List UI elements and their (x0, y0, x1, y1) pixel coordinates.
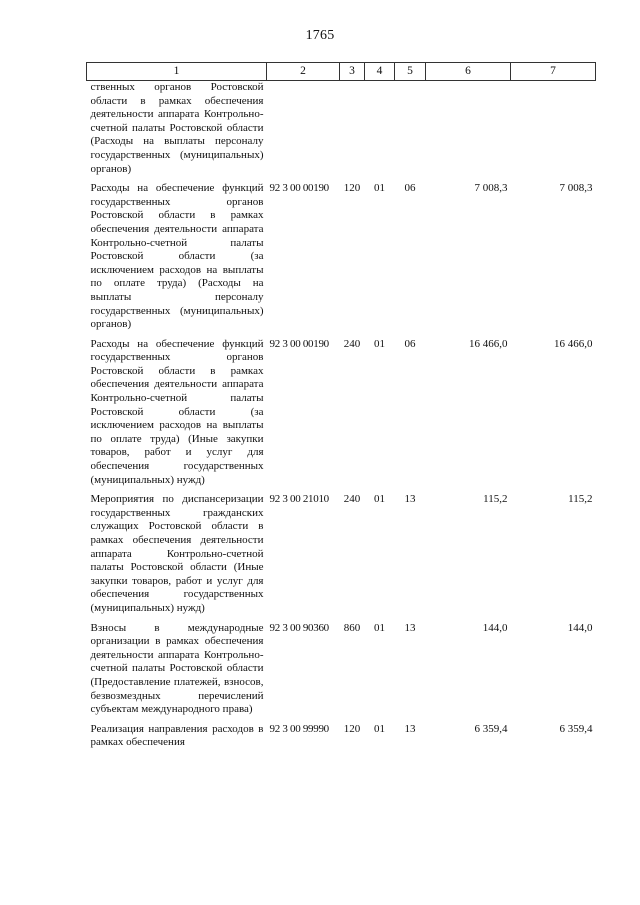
column-header-5: 5 (395, 63, 426, 81)
table-row (87, 723, 596, 756)
table-body (87, 81, 596, 756)
expense-type-code (340, 81, 365, 183)
row-description: ственных органов Ростовской области в рамках обеспечения деятельности аппарата Контрольно-счетной палаты Ростовской области (Расходы на выплаты персоналу государственных (муниципальных) органов) (90, 81, 264, 175)
amount-year-2: 16 466,0 (554, 337, 593, 350)
header-row (87, 63, 596, 81)
target-article-code: 92 3 00 00190 (269, 182, 329, 195)
section-code (365, 81, 395, 183)
expense-type-code: 860 (343, 621, 361, 634)
subsection-code: 06 (404, 182, 416, 195)
table-row (87, 81, 596, 183)
amount-year-1: 6 359,4 (474, 722, 508, 735)
row-description: Взносы в международные организации в рамках обеспечения деятельности аппарата Контрольно-счетной палаты Ростовской области (Предоставление платежей, взносов, безвозмездных перечислений субъектам международного права) (90, 621, 264, 716)
page-number: 1765 (305, 28, 335, 43)
target-article-code: 92 3 00 00190 (269, 337, 329, 350)
row-description: Реализация направления расходов в рамках обеспечения (90, 722, 264, 749)
section-code: 01 (374, 493, 385, 506)
amount-year-2: 6 359,4 (559, 722, 593, 735)
expense-type-code: 120 (343, 182, 361, 195)
expense-type-code: 120 (343, 722, 361, 735)
subsection-code: 13 (404, 722, 416, 735)
column-header-2: 2 (267, 63, 340, 81)
amount-year-1: 144,0 (482, 621, 508, 634)
expense-type-code: 240 (343, 493, 361, 506)
target-article-code (267, 81, 340, 183)
amount-year-2: 115,2 (568, 493, 593, 506)
table-row (87, 338, 596, 494)
amount-year-1: 115,2 (483, 493, 508, 506)
amount-year-2: 7 008,3 (559, 182, 593, 195)
column-header-1: 1 (87, 63, 267, 81)
section-code: 01 (374, 621, 385, 634)
target-article-code: 92 3 00 99990 (269, 722, 329, 735)
row-description: Расходы на обеспечение функций государственных органов Ростовской области в рамках обеспечения деятельности аппарата Контрольно-счетной палаты Ростовской области (за исключением расходов на выплаты по оплате труда) (Расходы на выплаты персоналу государственных (муниципальных) органов) (90, 182, 264, 331)
amount-year-1 (426, 81, 511, 183)
section-code: 01 (374, 337, 385, 350)
subsection-code: 13 (404, 493, 416, 506)
column-header-3: 3 (340, 63, 365, 81)
budget-table (86, 62, 596, 756)
amount-year-1: 7 008,3 (474, 182, 508, 195)
target-article-code: 92 3 00 90360 (269, 621, 329, 634)
section-code: 01 (374, 722, 385, 735)
table-header (87, 63, 596, 81)
table-row (87, 493, 596, 621)
table-row (87, 622, 596, 723)
amount-year-2 (511, 81, 596, 183)
subsection-code: 13 (404, 621, 416, 634)
section-code: 01 (374, 182, 385, 195)
table-row (87, 182, 596, 338)
target-article-code: 92 3 00 21010 (269, 493, 329, 506)
column-header-4: 4 (365, 63, 395, 81)
subsection-code: 06 (404, 337, 416, 350)
amount-year-2: 144,0 (567, 621, 593, 634)
row-description: Мероприятия по диспансеризации государственных гражданских служащих Ростовской области в рамках обеспечения деятельности аппарата Контрольно-счетной палаты Ростовской области (Иные закупки товаров, работ и услуг для обеспечения государственных (муниципальных) нужд) (90, 493, 264, 614)
row-description: Расходы на обеспечение функций государственных органов Ростовской области в рамках обеспечения деятельности аппарата Контрольно-счетной палаты Ростовской области (за исключением расходов на выплаты по оплате труда) (Иные закупки товаров, работ и услуг для обеспечения государственных (муниципальных) нужд) (90, 337, 264, 486)
subsection-code (395, 81, 426, 183)
expense-type-code: 240 (343, 337, 361, 350)
column-header-6: 6 (426, 63, 511, 81)
column-header-7: 7 (511, 63, 596, 81)
amount-year-1: 16 466,0 (469, 337, 508, 350)
